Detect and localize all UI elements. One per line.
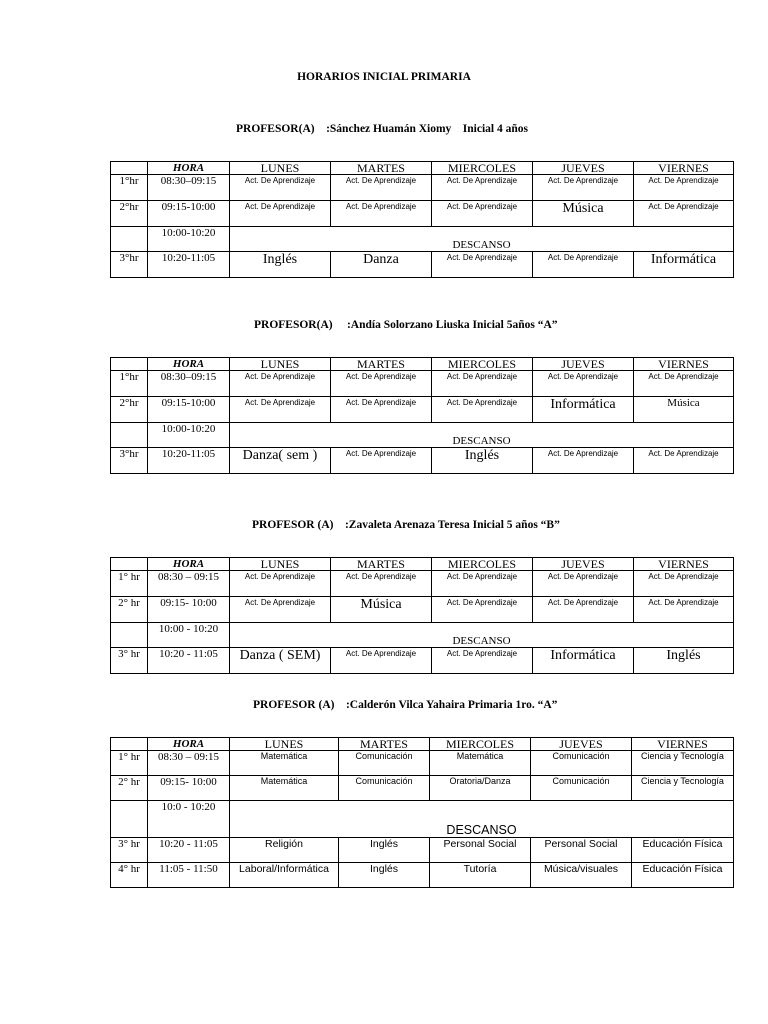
lesson-cell: Inglés [339, 863, 430, 888]
martes-header: MARTES [339, 738, 430, 751]
lesson-cell: Act. De Aprendizaje [533, 597, 634, 623]
lesson-cell: Inglés [634, 648, 734, 674]
lesson-cell: Informática [533, 648, 634, 674]
lesson-cell: Act. De Aprendizaje [331, 175, 432, 201]
lesson-cell: Música [331, 597, 432, 623]
lesson-cell: Act. De Aprendizaje [432, 571, 533, 597]
lesson-cell: Ciencia y Tecnología [632, 751, 734, 776]
lesson-cell: Act. De Aprendizaje [230, 201, 331, 227]
lunes-header: LUNES [230, 738, 339, 751]
hour-number: 3°hr [111, 252, 148, 278]
hour-number [111, 227, 148, 252]
corner-cell [111, 558, 148, 571]
lesson-cell: Educación Física [632, 838, 734, 863]
lesson-cell: Act. De Aprendizaje [634, 371, 734, 397]
lesson-cell: Matemática [430, 751, 531, 776]
corner-cell [111, 162, 148, 175]
lesson-cell: Comunicación [339, 776, 430, 801]
lesson-cell: Act. De Aprendizaje [533, 448, 634, 474]
table-row [111, 838, 734, 863]
hour-number [111, 423, 148, 448]
jueves-header: JUEVES [533, 162, 634, 175]
lesson-cell: Act. De Aprendizaje [230, 397, 331, 423]
time-range: 09:15-10:00 [148, 397, 230, 423]
hour-number [111, 623, 148, 648]
hour-number: 1°hr [111, 371, 148, 397]
table-row [111, 597, 734, 623]
lesson-cell: Act. De Aprendizaje [432, 175, 533, 201]
jueves-header: JUEVES [531, 738, 632, 751]
lesson-cell: Act. De Aprendizaje [432, 597, 533, 623]
hour-number: 2° hr [111, 776, 148, 801]
time-range: 10:00-10:20 [148, 423, 230, 448]
descanso-cell: DESCANSO [230, 801, 734, 838]
miercoles-header: MIERCOLES [430, 738, 531, 751]
hour-number: 4° hr [111, 863, 148, 888]
viernes-header: VIERNES [634, 358, 734, 371]
table-row [111, 201, 734, 227]
hour-number: 2° hr [111, 597, 148, 623]
time-range: 11:05 - 11:50 [148, 863, 230, 888]
hour-number: 3°hr [111, 448, 148, 474]
schedule-table-1 [110, 161, 734, 278]
lesson-cell: Act. De Aprendizaje [432, 371, 533, 397]
time-range: 09:15- 10:00 [148, 776, 230, 801]
table-row [111, 776, 734, 801]
table-row [111, 571, 734, 597]
time-range: 09:15-10:00 [148, 201, 230, 227]
lesson-cell: Act. De Aprendizaje [533, 175, 634, 201]
hora-header: HORA [148, 558, 230, 571]
hour-number: 2°hr [111, 397, 148, 423]
hour-number: 1° hr [111, 571, 148, 597]
lunes-header: LUNES [230, 358, 331, 371]
time-range: 10:20 - 11:05 [148, 838, 230, 863]
hour-number: 3° hr [111, 838, 148, 863]
hour-number: 3° hr [111, 648, 148, 674]
lesson-cell: Comunicación [339, 751, 430, 776]
martes-header: MARTES [331, 358, 432, 371]
break-row [111, 423, 734, 448]
lesson-cell: Matemática [230, 751, 339, 776]
lesson-cell: Act. De Aprendizaje [634, 597, 734, 623]
table-row [111, 863, 734, 888]
descanso-cell: DESCANSO [230, 423, 734, 448]
lesson-cell: Act. De Aprendizaje [634, 175, 734, 201]
time-range: 08:30 – 09:15 [148, 571, 230, 597]
descanso-cell: DESCANSO [230, 227, 734, 252]
lesson-cell: Act. De Aprendizaje [331, 397, 432, 423]
lesson-cell: Danza ( SEM) [230, 648, 331, 674]
header-row [111, 558, 734, 571]
hour-number: 1° hr [111, 751, 148, 776]
lesson-cell: Act. De Aprendizaje [533, 371, 634, 397]
lesson-cell: Oratoria/Danza [430, 776, 531, 801]
lesson-cell: Laboral/Informática [230, 863, 339, 888]
hour-number: 2°hr [111, 201, 148, 227]
schedule-table-3 [110, 557, 734, 674]
lesson-cell: Tutoría [430, 863, 531, 888]
table-row [111, 371, 734, 397]
break-row [111, 623, 734, 648]
hora-header: HORA [148, 162, 230, 175]
descanso-cell: DESCANSO [230, 623, 734, 648]
time-range: 10:20-11:05 [148, 252, 230, 278]
lesson-cell: Música [533, 201, 634, 227]
lesson-cell: Danza [331, 252, 432, 278]
corner-cell [111, 738, 148, 751]
lesson-cell: Act. De Aprendizaje [432, 252, 533, 278]
lesson-cell: Act. De Aprendizaje [432, 397, 533, 423]
miercoles-header: MIERCOLES [432, 358, 533, 371]
lesson-cell: Act. De Aprendizaje [331, 371, 432, 397]
miercoles-header: MIERCOLES [432, 558, 533, 571]
schedule-table-4 [110, 737, 734, 888]
martes-header: MARTES [331, 162, 432, 175]
table-row [111, 397, 734, 423]
lesson-cell: Act. De Aprendizaje [331, 571, 432, 597]
lesson-cell: Act. De Aprendizaje [533, 571, 634, 597]
lesson-cell: Inglés [230, 252, 331, 278]
lunes-header: LUNES [230, 162, 331, 175]
lunes-header: LUNES [230, 558, 331, 571]
corner-cell [111, 358, 148, 371]
lesson-cell: Informática [634, 252, 734, 278]
lesson-cell: Matemática [230, 776, 339, 801]
hora-header: HORA [148, 358, 230, 371]
miercoles-header: MIERCOLES [432, 162, 533, 175]
time-range: 08:30–09:15 [148, 175, 230, 201]
lesson-cell: Act. De Aprendizaje [331, 448, 432, 474]
time-range: 10:0 - 10:20 [148, 801, 230, 838]
break-row [111, 801, 734, 838]
lesson-cell: Act. De Aprendizaje [331, 201, 432, 227]
time-range: 08:30 – 09:15 [148, 751, 230, 776]
table-row [111, 252, 734, 278]
lesson-cell: Educación Física [632, 863, 734, 888]
table-row [111, 648, 734, 674]
lesson-cell: Informática [533, 397, 634, 423]
table-row [111, 175, 734, 201]
profesor-heading-2: PROFESOR(A) :Andía Solorzano Liuska Inicial 5años “A” [254, 319, 558, 331]
lesson-cell: Religión [230, 838, 339, 863]
header-row [111, 738, 734, 751]
header-row [111, 358, 734, 371]
lesson-cell: Inglés [339, 838, 430, 863]
martes-header: MARTES [331, 558, 432, 571]
lesson-cell: Act. De Aprendizaje [634, 448, 734, 474]
viernes-header: VIERNES [634, 162, 734, 175]
profesor-heading-1: PROFESOR(A) :Sánchez Huamán Xiomy Inicial 4 años [236, 123, 528, 135]
document-title: HORARIOS INICIAL PRIMARIA [297, 71, 471, 83]
lesson-cell: Comunicación [531, 776, 632, 801]
time-range: 10:20-11:05 [148, 448, 230, 474]
time-range: 08:30–09:15 [148, 371, 230, 397]
table-row [111, 448, 734, 474]
lesson-cell: Act. De Aprendizaje [331, 648, 432, 674]
lesson-cell: Act. De Aprendizaje [230, 371, 331, 397]
lesson-cell: Act. De Aprendizaje [533, 252, 634, 278]
profesor-heading-3: PROFESOR (A) :Zavaleta Arenaza Teresa Inicial 5 años “B” [252, 519, 560, 531]
lesson-cell: Act. De Aprendizaje [432, 648, 533, 674]
lesson-cell: Comunicación [531, 751, 632, 776]
lesson-cell: Música [634, 397, 734, 423]
lesson-cell: Act. De Aprendizaje [634, 571, 734, 597]
lesson-cell: Act. De Aprendizaje [432, 201, 533, 227]
hour-number [111, 801, 148, 838]
profesor-heading-4: PROFESOR (A) :Calderón Vilca Yahaira Primaria 1ro. “A” [253, 699, 558, 711]
header-row [111, 162, 734, 175]
time-range: 10:00-10:20 [148, 227, 230, 252]
lesson-cell: Ciencia y Tecnología [632, 776, 734, 801]
lesson-cell: Act. De Aprendizaje [230, 175, 331, 201]
break-row [111, 227, 734, 252]
hour-number: 1°hr [111, 175, 148, 201]
viernes-header: VIERNES [634, 558, 734, 571]
hora-header: HORA [148, 738, 230, 751]
jueves-header: JUEVES [533, 558, 634, 571]
viernes-header: VIERNES [632, 738, 734, 751]
lesson-cell: Música/visuales [531, 863, 632, 888]
table-row [111, 751, 734, 776]
time-range: 10:00 - 10:20 [148, 623, 230, 648]
lesson-cell: Danza( sem ) [230, 448, 331, 474]
time-range: 10:20 - 11:05 [148, 648, 230, 674]
time-range: 09:15- 10:00 [148, 597, 230, 623]
schedule-table-2 [110, 357, 734, 474]
lesson-cell: Act. De Aprendizaje [230, 597, 331, 623]
lesson-cell: Personal Social [430, 838, 531, 863]
jueves-header: JUEVES [533, 358, 634, 371]
lesson-cell: Act. De Aprendizaje [230, 571, 331, 597]
lesson-cell: Personal Social [531, 838, 632, 863]
lesson-cell: Inglés [432, 448, 533, 474]
lesson-cell: Act. De Aprendizaje [634, 201, 734, 227]
